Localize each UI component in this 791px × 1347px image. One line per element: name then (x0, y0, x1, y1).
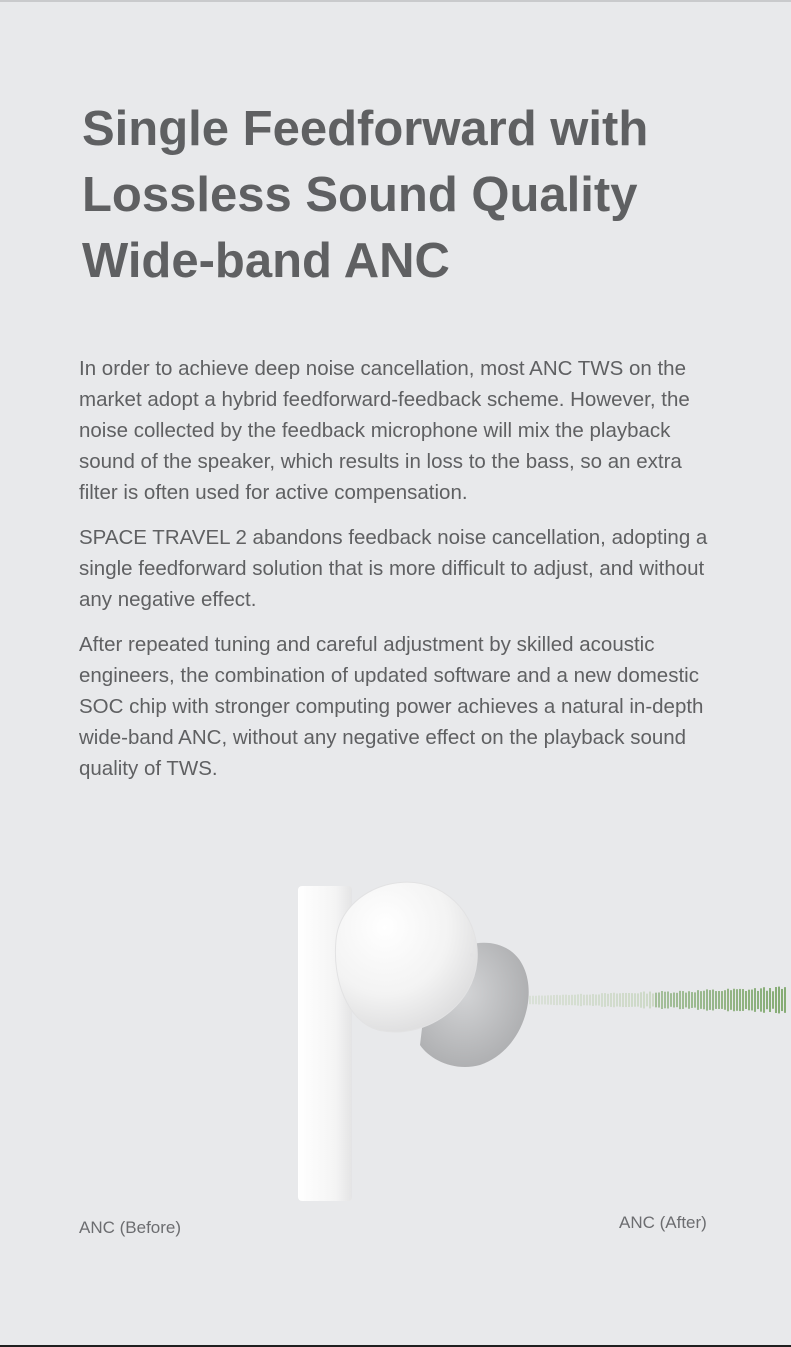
description (79, 353, 719, 798)
title-line-2: Lossless Sound Quality (82, 168, 638, 222)
title-line-3: Wide-band ANC (82, 234, 450, 288)
description-paragraph-3: After repeated tuning and careful adjustment by skilled acoustic engineers, the combination of updated software and a new domestic SOC chip with stronger computing power achieves a natural in-depth wide-band ANC, without any negative effect on the playback sound quality of TWS. (79, 633, 704, 780)
top-divider (0, 0, 791, 2)
earbud-image (298, 882, 529, 1201)
anc-before-waveform (2, 886, 299, 1114)
page-title (82, 96, 742, 294)
earbud-sensor-dot (470, 953, 474, 957)
title-line-1: Single Feedforward with (82, 102, 649, 156)
anc-after-caption: ANC (After) (619, 1213, 707, 1232)
description-paragraph-2: SPACE TRAVEL 2 abandons feedback noise cancellation, adopting a single feedforward solution that is more difficult to adjust, and without any negative effect. (79, 526, 708, 611)
anc-illustration (0, 860, 791, 1220)
anc-before-caption: ANC (Before) (79, 1218, 182, 1237)
anc-after-waveform (524, 987, 785, 1014)
description-paragraph-1: In order to achieve deep noise cancellation, most ANC TWS on the market adopt a hybrid feedforward-feedback scheme. However, the noise collected by the feedback microphone will mix the playback sound of the speaker, which results in loss to the bass, so an extra filter is often used for active compensation. (79, 357, 690, 504)
